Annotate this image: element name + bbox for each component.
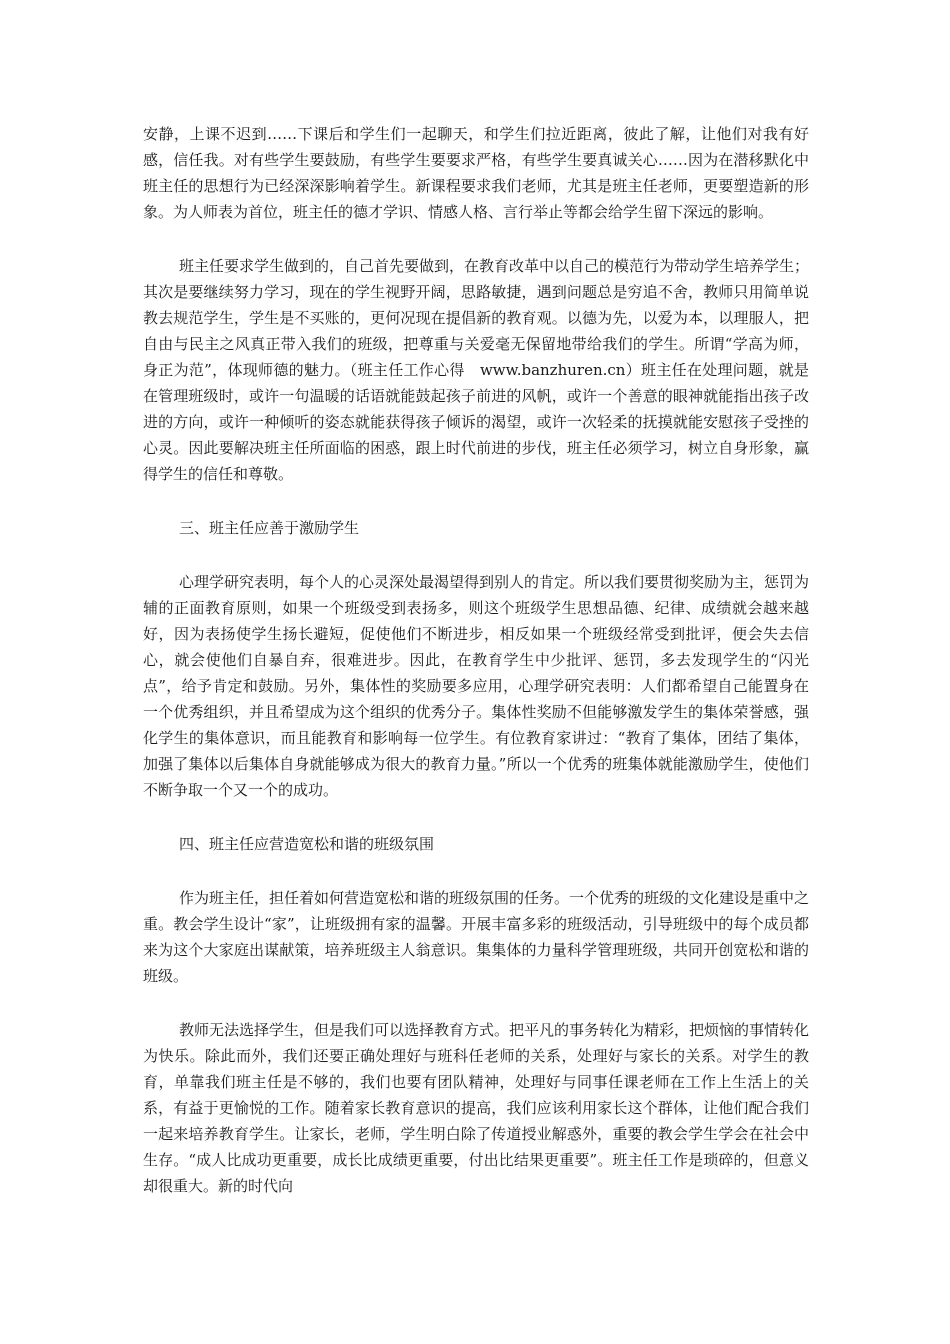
paragraph-encourage-students: 心理学研究表明，每个人的心灵深处最渴望得到别人的肯定。所以我们要贯彻奖励为主，惩罚为辅的正面教育原则，如果一个班级受到表扬多，则这个班级学生思想品德、纪律、成绩就会越来越好，因为表扬使学生扬长避短，促使他们不断进步，相反如果一个班级经常受到批评，便会失去信心，就会使他们自暴自弃，很难进步。因此，在教育学生中少批评、惩罚，多去发现学生的“闪光点”，给予肯定和鼓励。另外，集体性的奖励要多应用，心理学研究表明：人们都希望自己能置身在一个优秀组织，并且希望成为这个组织的优秀分子。集体性奖励不但能够激发学生的集体荣誉感，强化学生的集体意识，而且能教育和影响每一位学生。有位教育家讲过：“教育了集体，团结了集体，加强了集体以后集体自身就能够成为很大的教育力量。”所以一个优秀的班集体就能激励学生，使他们不断争取一个又一个的成功。 — [143, 573, 810, 799]
section-heading-4: 四、班主任应营造宽松和谐的班级氛围 — [179, 835, 435, 853]
paragraph-continuation: 安静，上课不迟到……下课后和学生们一起聊天，和学生们拉近距离，彼此了解，让他们对我有好感，信任我。对有些学生要鼓励，有些学生要要求严格，有些学生要真诚关心……因为在潜移默化中班主任的思想行为已经深深影响着学生。新课程要求我们老师，尤其是班主任老师，更要塑造新的形象。为人师表为首位，班主任的德才学识、情感人格、言行举止等都会给学生留下深远的影响。 — [143, 125, 809, 221]
section-heading-3: 三、班主任应善于激励学生 — [179, 519, 360, 537]
document-page — [143, 121, 809, 1227]
paragraph-class-atmosphere: 作为班主任，担任着如何营造宽松和谐的班级氛围的任务。一个优秀的班级的文化建设是重中之重。教会学生设计“家”，让班级拥有家的温馨。开展丰富多彩的班级活动，引导班级中的每个成员都来为这个大家庭出谋献策，培养班级主人翁意识。集集体的力量科学管理班级，共同开创宽松和谐的班级。 — [143, 889, 810, 985]
paragraph-education-method: 教师无法选择学生，但是我们可以选择教育方式。把平凡的事务转化为精彩，把烦恼的事情转化为快乐。除此而外，我们还要正确处理好与班科任老师的关系，处理好与家长的关系。对学生的教育，单靠我们班主任是不够的，我们也要有团队精神，处理好与同事任课老师在工作上生活上的关系，有益于更愉悦的工作。随着家长教育意识的提高，我们应该利用家长这个群体，让他们配合我们一起来培养教育学生。让家长，老师，学生明白除了传道授业解惑外，重要的教会学生学会在社会中生存。“成人比成功更重要，成长比成绩更重要，付出比结果更重要”。班主任工作是琐碎的，但意义却很重大。新的时代向 — [143, 1021, 810, 1195]
paragraph-teacher-example: 班主任要求学生做到的，自己首先要做到，在教育改革中以自己的模范行为带动学生培养学生；其次是要继续努力学习，现在的学生视野开阔，思路敏捷，遇到问题总是穷追不舍，教师只用简单说教去规范学生，学生是不买账的，更何况现在提倡新的教育观。以德为先，以爱为本，以理服人，把自由与民主之风真正带入我们的班级，把尊重与关爱毫无保留地带给我们的学生。所谓“学高为师，身正为范”，体现师德的魅力。（班主任工作心得 www.banzhuren.cn）班主任在处理问题，就是在管理班级时，或许一句温暖的话语就能鼓起孩子前进的风帆，或许一个善意的眼神就能指出孩子改进的方向，或许一种倾听的姿态就能获得孩子倾诉的渴望，或许一次轻柔的抚摸就能安慰孩子受挫的心灵。因此要解决班主任所面临的困惑，跟上时代前进的步伐，班主任必须学习，树立自身形象，赢得学生的信任和尊敬。 — [143, 257, 810, 483]
